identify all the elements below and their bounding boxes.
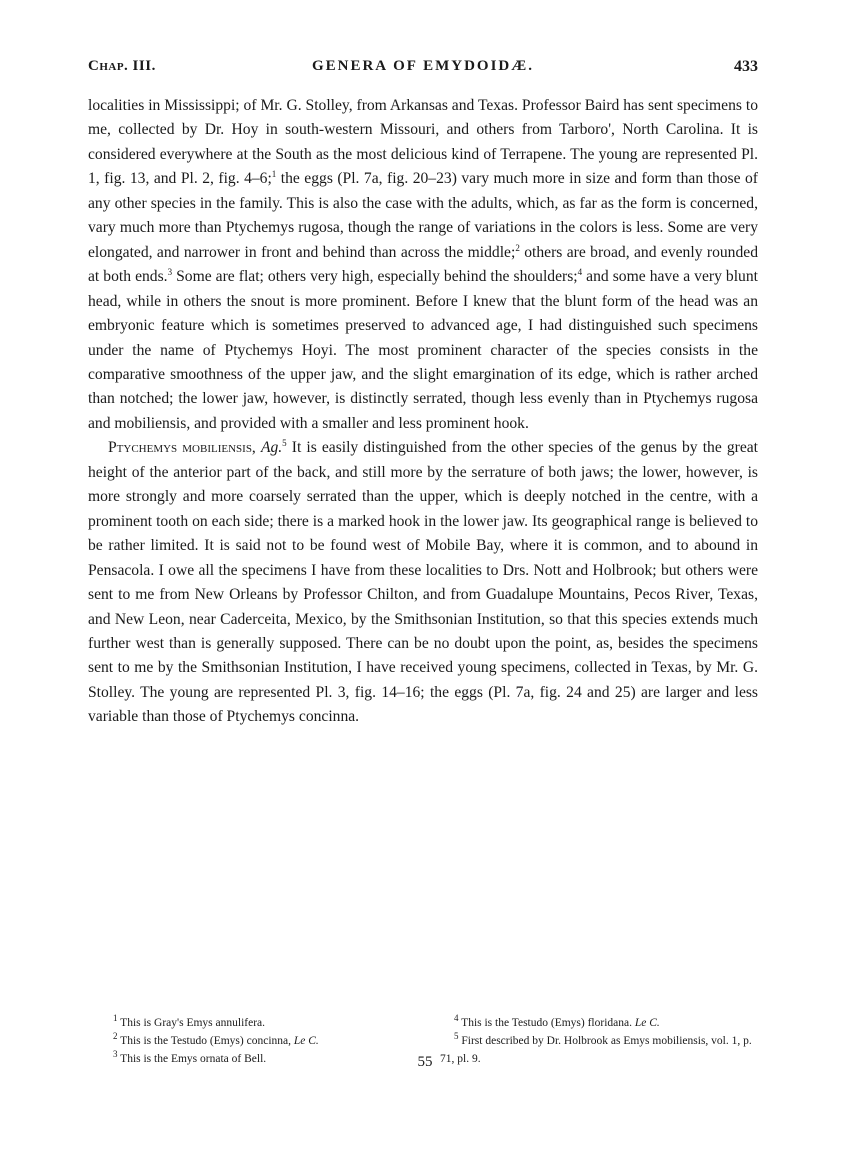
signature-number: 55: [417, 1054, 433, 1070]
footnote-4-mark: 4: [454, 1013, 459, 1024]
p1-segment-e: and some have a very blunt head, while in others the snout is more prominent. Before I knew that the blunt form of the head was an embryonic feature which is sometimes preserved to advanced age, I had distinguished such specimens under the name of Ptychemys Hoyi. The most prominent character of the species consists in the comparative smoothness of the upper jaw, and the slight emargination of its edge, which is rather arched than notched; the lower jaw, however, is distinctly serrated, though less evenly than in Ptychemys rugosa and mobiliensis, and provided with a smaller and less prominent hook.: [88, 268, 758, 432]
footnote-2: [113, 1032, 413, 1050]
footnote-ref-1: 1: [271, 169, 277, 180]
footnote-1-mark: 1: [113, 1013, 118, 1024]
p1-segment-a: localities in Mississippi; of Mr. G. Stolley, from Arkansas and Texas. Professor Baird has sent specimens to me, collected by Dr. Hoy in south-western Missouri, and others from Tarboro', North Carolina. It is considered everywhere at the South as the most delicious kind of Terrapene. The young are represented Pl. 1, fig. 13, and Pl. 2, fig. 4–6;: [88, 97, 758, 188]
footnote-1: [113, 1014, 413, 1032]
paragraph-1: [88, 94, 758, 436]
footnote-5-mark: 5: [454, 1031, 459, 1042]
footnote-2-text: This is the Testudo (Emys) concinna,: [120, 1035, 291, 1047]
body-text: [88, 94, 758, 730]
p1-segment-c: others are broad, and evenly rounded at both ends.: [88, 243, 758, 286]
p2-body: It is easily distinguished from the other species of the genus by the great height of the anterior part of the back, and still more by the serrature of both jaws; the lower, however, is more strongly and more coarsely serrated than the upper, which is deeply notched in the centre, with a prominent tooth on each side; there is a marked hook in the lower jaw. Its geographical range is believed to be rather limited. It is said not to be found west of Mobile Bay, where it is common, and to abound in Pensacola. I owe all the specimens I have from these localities to Drs. Nott and Holbrook; but others were sent to me from New Orleans by Professor Chilton, and from Guadalupe Mountains, Pecos River, Texas, and New Leon, near Caderceita, Mexico, by the Smithsonian Institution, so that this species extends much further west than is generally supposed. There can be no doubt upon the point, as, besides the specimens sent to me by the Smithsonian Institution, I have received young specimens, collected in Texas, by Mr. G. Stolley. The young are represented Pl. 3, fig. 14–16; the eggs (Pl. 7a, fig. 24 and 25) are larger and less variable than those of Ptychemys concinna.: [88, 439, 758, 726]
footnote-2-author: Le C.: [293, 1035, 319, 1047]
chapter-label: Chap. III.: [88, 58, 156, 74]
p1-segment-b: the eggs (Pl. 7a, fig. 20–23) vary much more in size and form than those of any other species in the family. This is also the case with the adults, which, as far as the form is concerned, vary much more than Ptychemys rugosa, though the range of variations in the colors is less. Some are very elongated, and narrower in front and behind than across the middle;: [88, 170, 758, 261]
footnote-2-mark: 2: [113, 1031, 118, 1042]
footnote-ref-3: 3: [167, 266, 173, 277]
footnote-1-text: This is Gray's Emys annulifera.: [120, 1017, 266, 1029]
footnote-4-author: Le C.: [634, 1017, 660, 1029]
footnote-4: [440, 1014, 758, 1032]
footnote-ref-4: 4: [577, 266, 583, 277]
paragraph-2: [88, 436, 758, 729]
footnote-4-text: This is the Testudo (Emys) floridana.: [461, 1017, 632, 1029]
species-author: Ag.: [260, 439, 283, 457]
footnote-3-text: This is the Emys ornata of Bell.: [120, 1053, 267, 1065]
footnote-ref-2: 2: [515, 242, 520, 253]
footnote-ref-5: 5: [282, 438, 287, 449]
p1-segment-d: Some are flat; others very high, especially behind the shoulders;: [172, 268, 578, 286]
running-title: GENERA OF EMYDOIDÆ.: [311, 58, 535, 74]
running-header: [88, 58, 758, 82]
page-number-top: 433: [734, 58, 758, 75]
footnote-3-mark: 3: [113, 1049, 118, 1060]
species-name: Ptychemys mobiliensis,: [108, 439, 256, 457]
footnote-5-text: First described by Dr. Holbrook as Emys mobiliensis, vol. 1, p. 71, pl. 9.: [440, 1035, 752, 1065]
